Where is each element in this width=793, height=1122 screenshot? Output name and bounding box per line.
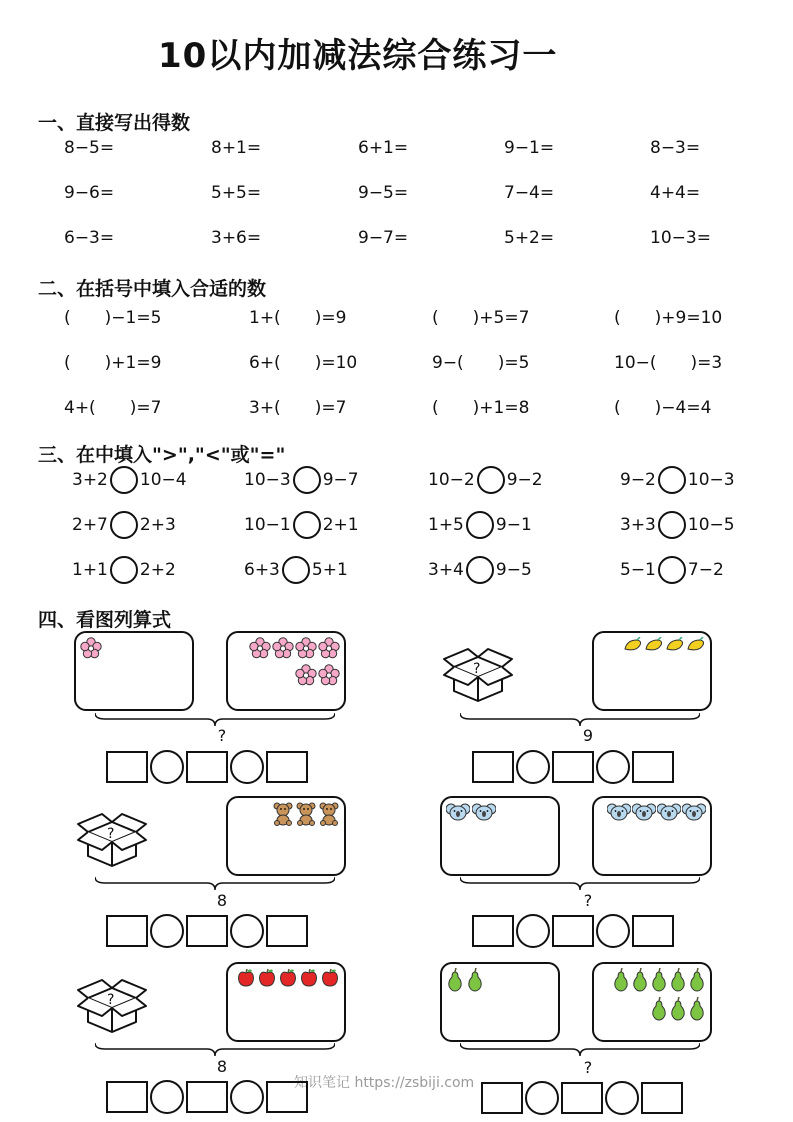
comparison-circle[interactable]: [477, 466, 505, 494]
operator-circle[interactable]: [596, 914, 630, 948]
comparison-left: 2+7: [72, 515, 108, 535]
question-mark: ?: [107, 826, 115, 842]
fill-blank-equation: ( )−4=4: [614, 398, 712, 418]
equation: 9−6=: [64, 183, 115, 203]
equation: 9−5=: [358, 183, 409, 203]
comparison-left: 3+3: [620, 515, 656, 535]
comparison-circle[interactable]: [110, 511, 138, 539]
fill-blank-equation: 10−( )=3: [614, 353, 723, 373]
koala-group: [594, 802, 706, 826]
pear-icon: [688, 997, 706, 1025]
comparison-item: [72, 511, 176, 539]
picture-box-left: [440, 962, 560, 1042]
section4-heading: 四、看图列算式: [38, 609, 172, 631]
comparison-left: 3+2: [72, 470, 108, 490]
fill-blank-equation: ( )+5=7: [432, 308, 530, 328]
koala-icon: [607, 802, 631, 826]
apple-group: [228, 968, 340, 992]
mango-icon: [686, 637, 706, 657]
comparison-item: [428, 466, 543, 494]
page-title: 10以内加减法综合练习一: [158, 36, 558, 76]
answer-box[interactable]: [561, 1082, 603, 1114]
answer-box[interactable]: [266, 751, 308, 783]
answer-box[interactable]: [106, 1081, 148, 1113]
comparison-item: [428, 556, 532, 584]
pear-group: [446, 968, 556, 996]
comparison-right: 5+1: [311, 560, 348, 580]
comparison-item: [620, 556, 724, 584]
answer-box[interactable]: [632, 915, 674, 947]
equation: 8−5=: [64, 138, 115, 158]
equation: 6+1=: [358, 138, 409, 158]
equation: 4+4=: [650, 183, 701, 203]
answer-box[interactable]: [106, 915, 148, 947]
fill-blank-equation: 6+( )=10: [249, 353, 358, 373]
total-label: ?: [583, 891, 593, 910]
answer-row: [106, 914, 308, 948]
answer-box[interactable]: [266, 915, 308, 947]
flower-group: [80, 637, 190, 663]
comparison-right: 10−3: [687, 470, 735, 490]
operator-circle[interactable]: [150, 1080, 184, 1114]
comparison-item: [620, 466, 735, 494]
operator-circle[interactable]: [516, 750, 550, 784]
fill-blank-equation: 4+( )=7: [64, 398, 162, 418]
apple-icon: [278, 968, 298, 992]
answer-box[interactable]: [186, 751, 228, 783]
apple-icon: [299, 968, 319, 992]
operator-circle[interactable]: [605, 1081, 639, 1115]
mango-icon: [623, 637, 643, 657]
equation: 9−7=: [358, 228, 409, 248]
pear-icon: [631, 968, 649, 996]
fill-blank-equation: 3+( )=7: [249, 398, 347, 418]
equation: 6−3=: [64, 228, 115, 248]
comparison-right: 2+2: [139, 560, 176, 580]
section2-heading: 二、在括号中填入合适的数: [38, 278, 267, 300]
fill-blank-equation: ( )+9=10: [614, 308, 723, 328]
answer-row: [481, 1081, 683, 1115]
answer-box[interactable]: [266, 1081, 308, 1113]
pear-icon: [650, 968, 668, 996]
pear-icon: [466, 968, 484, 996]
section1-heading: 一、直接写出得数: [38, 112, 191, 134]
operator-circle[interactable]: [230, 1080, 264, 1114]
operator-circle[interactable]: [596, 750, 630, 784]
fill-blank-equation: ( )−1=5: [64, 308, 162, 328]
answer-row: [472, 750, 674, 784]
flower-icon: [272, 637, 294, 663]
teddy-bear-icon: [295, 802, 317, 830]
operator-circle[interactable]: [230, 750, 264, 784]
pear-icon: [650, 997, 668, 1025]
comparison-item: [244, 466, 359, 494]
picture-box-right: [592, 631, 712, 711]
comparison-right: 9−5: [495, 560, 532, 580]
answer-box[interactable]: [106, 751, 148, 783]
comparison-item: [72, 466, 187, 494]
flower-group: [228, 637, 340, 690]
operator-circle[interactable]: [525, 1081, 559, 1115]
comparison-left: 6+3: [244, 560, 280, 580]
answer-row: [106, 1080, 308, 1114]
answer-row: [472, 914, 674, 948]
pear-icon: [446, 968, 464, 996]
teddy-bear-group: [228, 802, 340, 830]
question-mark: ?: [107, 992, 115, 1008]
comparison-left: 3+4: [428, 560, 464, 580]
mango-icon: [644, 637, 664, 657]
comparison-item: [620, 511, 735, 539]
picture-box-right: [592, 962, 712, 1042]
flower-icon: [318, 637, 340, 663]
flower-icon: [80, 637, 102, 663]
fill-blank-equation: ( )+1=8: [432, 398, 530, 418]
comparison-left: 5−1: [620, 560, 656, 580]
teddy-bear-icon: [272, 802, 294, 830]
operator-circle[interactable]: [150, 914, 184, 948]
comparison-right: 9−2: [506, 470, 543, 490]
comparison-item: [244, 556, 348, 584]
comparison-right: 10−5: [687, 515, 735, 535]
comparison-circle[interactable]: [110, 556, 138, 584]
comparison-right: 7−2: [687, 560, 724, 580]
equation: 5+2=: [504, 228, 555, 248]
answer-box[interactable]: [641, 1082, 683, 1114]
answer-box[interactable]: [552, 751, 594, 783]
total-label: 9: [582, 726, 594, 745]
fill-blank-equation: 9−( )=5: [432, 353, 530, 373]
picture-box-right: [226, 962, 346, 1042]
equation: 9−1=: [504, 138, 555, 158]
comparison-left: 10−2: [428, 470, 475, 490]
comparison-left: 1+1: [72, 560, 108, 580]
picture-box-right: [226, 796, 346, 876]
total-label: 8: [216, 1057, 228, 1076]
total-label: ?: [217, 726, 227, 745]
pear-icon: [688, 968, 706, 996]
answer-box[interactable]: [472, 915, 514, 947]
comparison-circle[interactable]: [658, 556, 686, 584]
koala-icon: [682, 802, 706, 826]
koala-icon: [657, 802, 681, 826]
watermark: 知识笔记 https://zsbiji.com: [294, 1075, 475, 1091]
answer-box[interactable]: [632, 751, 674, 783]
mango-group: [594, 637, 706, 657]
apple-icon: [236, 968, 256, 992]
operator-circle[interactable]: [230, 914, 264, 948]
comparison-right: 9−1: [495, 515, 532, 535]
equation: 8−3=: [650, 138, 701, 158]
comparison-left: 10−1: [244, 515, 291, 535]
comparison-right: 2+1: [322, 515, 359, 535]
answer-box[interactable]: [186, 915, 228, 947]
comparison-circle[interactable]: [293, 466, 321, 494]
operator-circle[interactable]: [150, 750, 184, 784]
total-label: 8: [216, 891, 228, 910]
equation: 3+6=: [211, 228, 262, 248]
flower-icon: [295, 637, 317, 663]
apple-icon: [257, 968, 277, 992]
picture-box-left: [74, 631, 194, 711]
answer-box[interactable]: [552, 915, 594, 947]
flower-icon: [295, 664, 317, 690]
fill-blank-equation: 1+( )=9: [249, 308, 347, 328]
comparison-circle[interactable]: [466, 511, 494, 539]
comparison-circle[interactable]: [110, 466, 138, 494]
answer-box[interactable]: [472, 751, 514, 783]
apple-icon: [320, 968, 340, 992]
picture-box-right: [226, 631, 346, 711]
koala-icon: [632, 802, 656, 826]
comparison-circle[interactable]: [293, 511, 321, 539]
picture-box-right: [592, 796, 712, 876]
comparison-right: 2+3: [139, 515, 176, 535]
flower-icon: [318, 664, 340, 690]
total-label: ?: [583, 1058, 593, 1077]
comparison-circle[interactable]: [466, 556, 494, 584]
mango-icon: [665, 637, 685, 657]
answer-box[interactable]: [186, 1081, 228, 1113]
comparison-right: 9−7: [322, 470, 359, 490]
comparison-circle[interactable]: [658, 511, 686, 539]
picture-box-left: [440, 796, 560, 876]
pear-group: [594, 968, 706, 1025]
koala-icon: [472, 802, 496, 826]
koala-icon: [446, 802, 470, 826]
comparison-left: 10−3: [244, 470, 291, 490]
flower-icon: [249, 637, 271, 663]
section3-heading: 三、在中填入">","<"或"=": [38, 444, 286, 466]
comparison-circle[interactable]: [282, 556, 310, 584]
operator-circle[interactable]: [516, 914, 550, 948]
comparison-item: [72, 556, 176, 584]
question-mark: ?: [473, 661, 481, 677]
comparison-left: 9−2: [620, 470, 656, 490]
answer-box[interactable]: [481, 1082, 523, 1114]
comparison-left: 1+5: [428, 515, 464, 535]
koala-group: [446, 802, 556, 826]
equation: 8+1=: [211, 138, 262, 158]
teddy-bear-icon: [318, 802, 340, 830]
comparison-item: [244, 511, 359, 539]
comparison-right: 10−4: [139, 470, 187, 490]
pear-icon: [669, 997, 687, 1025]
comparison-circle[interactable]: [658, 466, 686, 494]
equation: 7−4=: [504, 183, 555, 203]
pear-icon: [612, 968, 630, 996]
answer-row: [106, 750, 308, 784]
comparison-item: [428, 511, 532, 539]
pear-icon: [669, 968, 687, 996]
equation: 5+5=: [211, 183, 262, 203]
equation: 10−3=: [650, 228, 711, 248]
fill-blank-equation: ( )+1=9: [64, 353, 162, 373]
